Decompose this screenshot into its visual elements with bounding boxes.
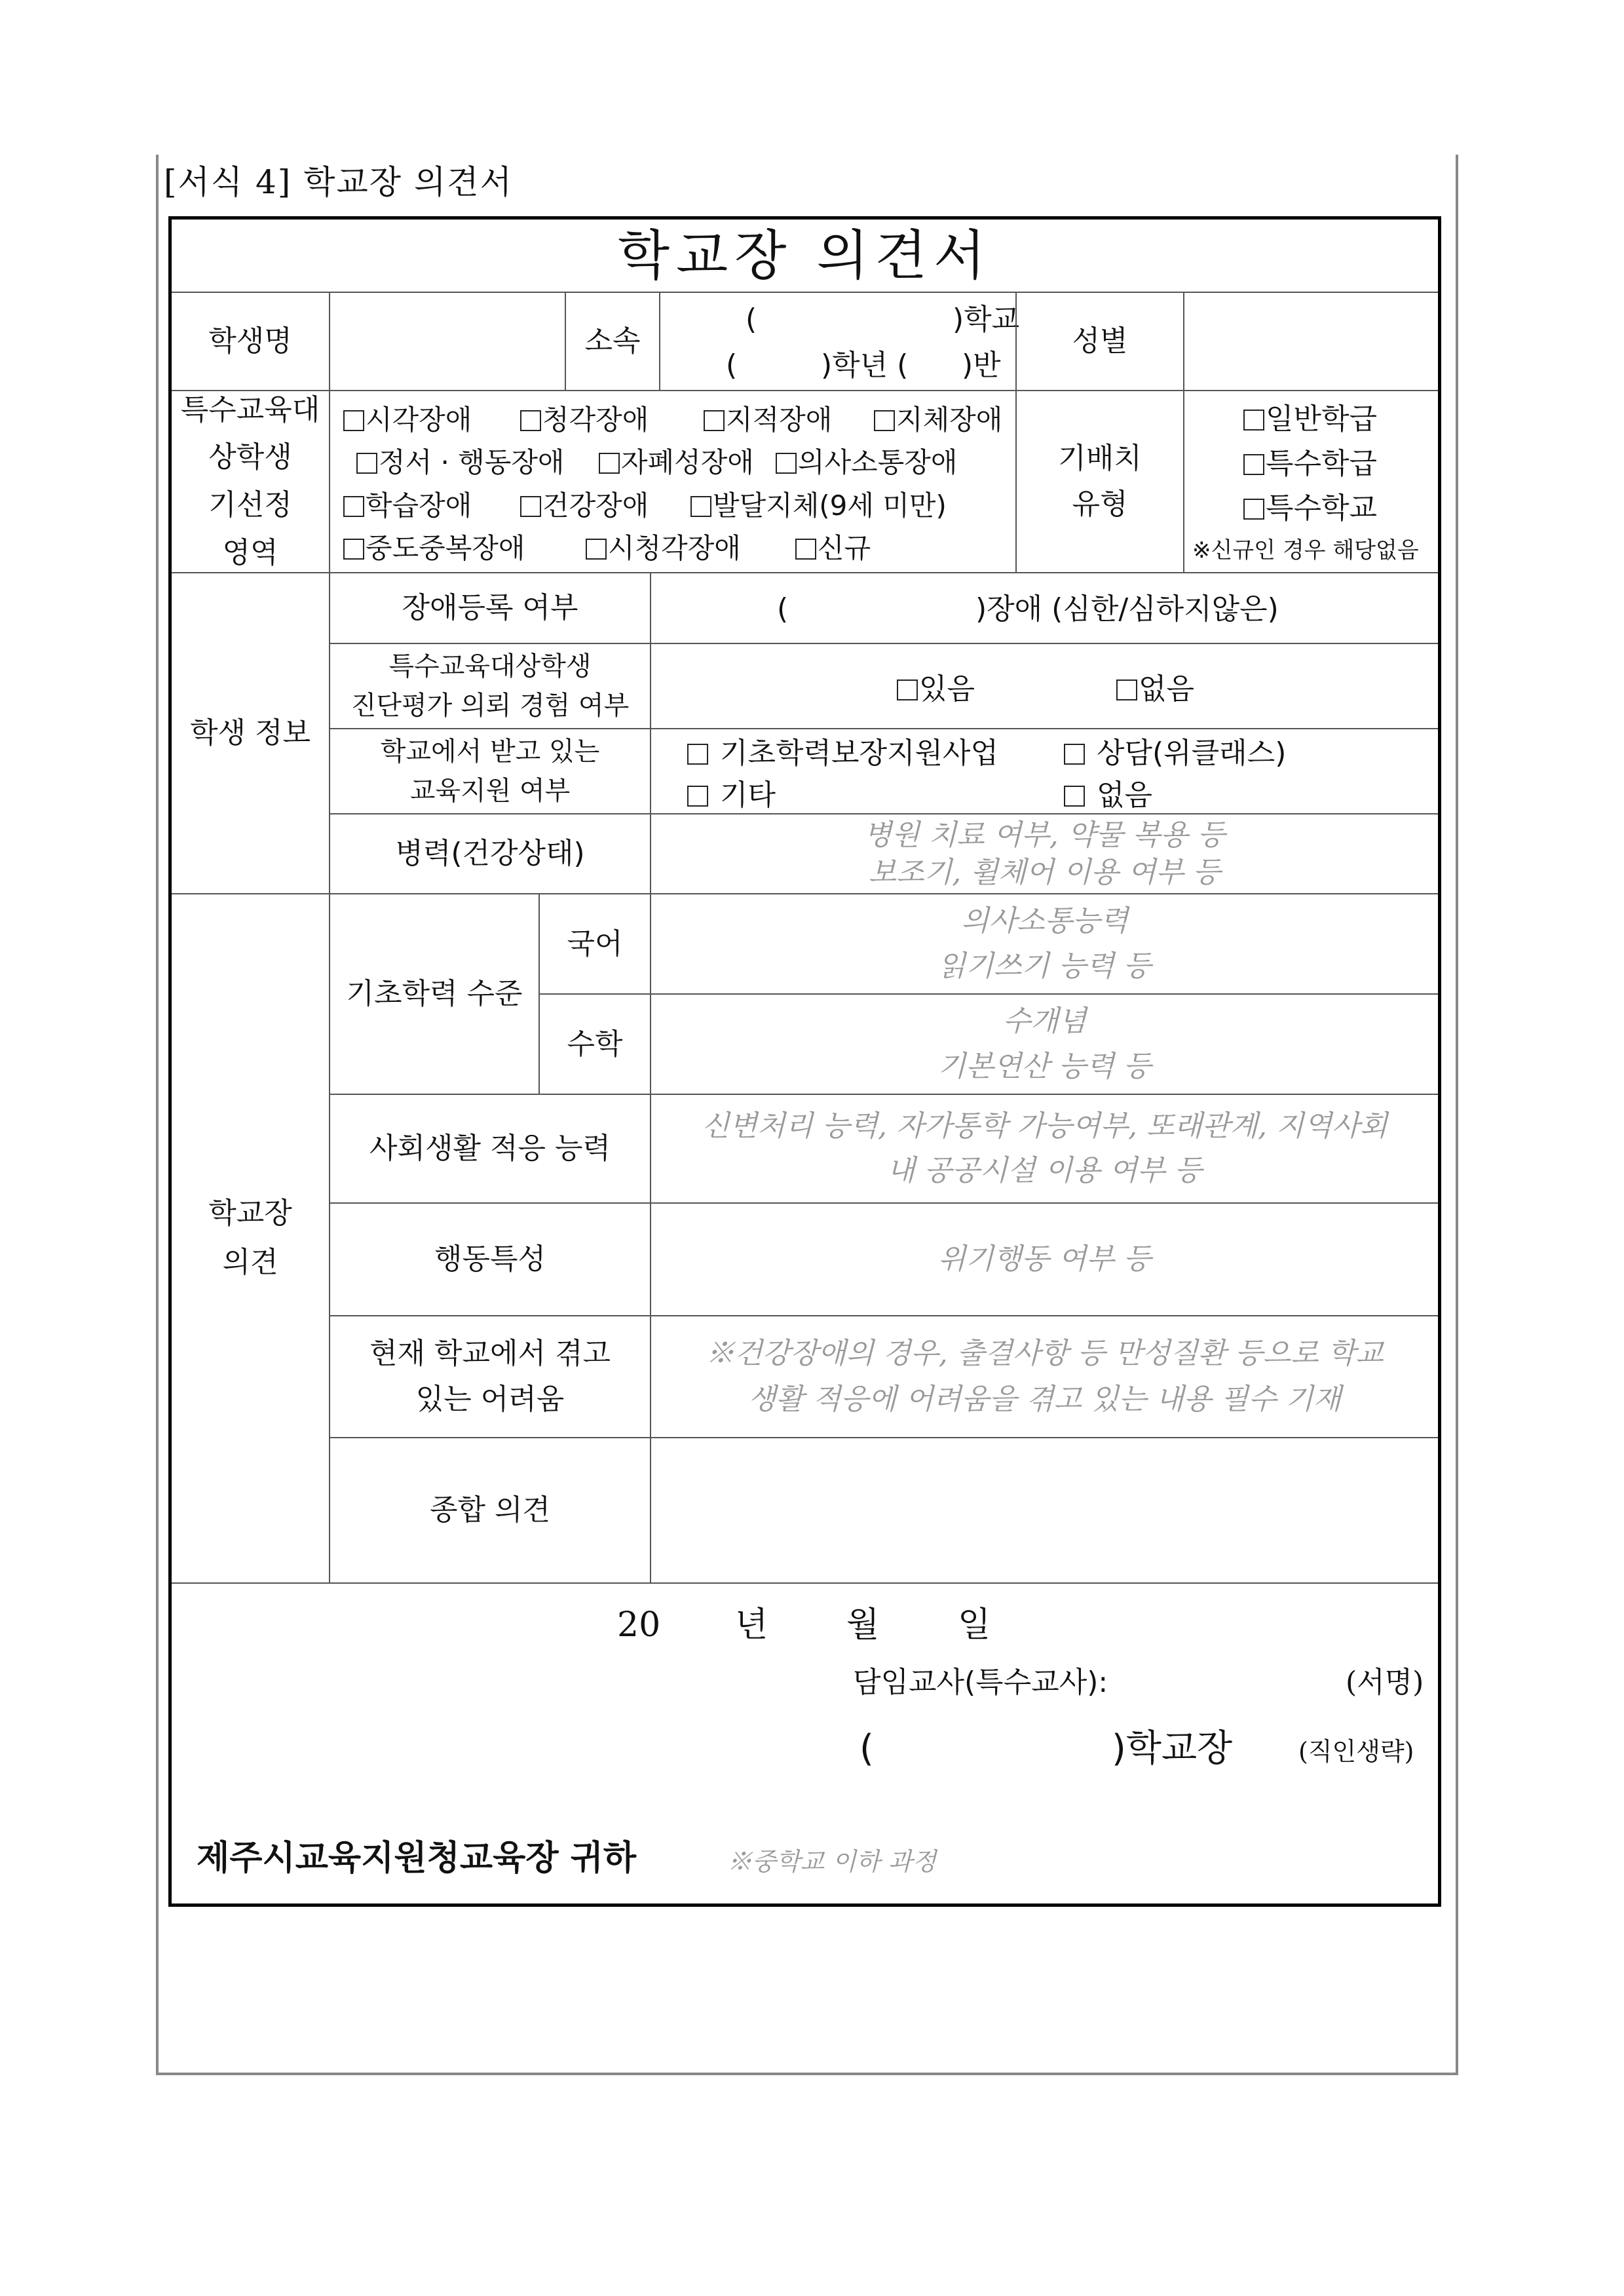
registration-field[interactable] <box>650 572 1438 643</box>
area-label-line2: 상학생 <box>208 440 292 474</box>
affiliation-label: 소속 <box>565 292 659 390</box>
option-none[interactable]: 없음 <box>1064 774 1152 817</box>
checkbox-icon <box>897 679 918 700</box>
page-frame-bottom <box>156 2073 1458 2075</box>
checkbox-icon <box>343 539 364 560</box>
korean-label: 국어 <box>538 893 650 993</box>
math-label: 수학 <box>538 993 650 1094</box>
checkbox-icon <box>1243 410 1264 430</box>
checkbox-icon <box>520 496 541 517</box>
option-new[interactable]: 신규 <box>795 527 871 569</box>
checkbox-icon <box>874 410 895 431</box>
option-learning[interactable]: 학습장애 <box>343 485 472 526</box>
school-paren-open: ( <box>746 303 757 336</box>
option-hearing[interactable]: 청각장애 <box>520 399 649 440</box>
area-label-line4: 영역 <box>222 535 278 569</box>
checkbox-icon <box>343 496 364 517</box>
grade-paren-open: ( <box>726 349 738 382</box>
date-month: 월 <box>846 1605 880 1645</box>
option-communication[interactable]: 의사소통장애 <box>776 442 957 483</box>
date-year: 년 <box>735 1605 768 1645</box>
student-name-label: 학생명 <box>172 292 329 390</box>
support-label: 학교에서 받고 있는 교육지원 여부 <box>329 728 650 813</box>
option-counseling[interactable]: 상담(위클래스) <box>1064 732 1286 775</box>
option-multiple[interactable]: 중도중복장애 <box>343 527 525 569</box>
checkbox-icon <box>1243 454 1264 475</box>
placement-note: ※신규인 경우 해당없음 <box>1192 537 1419 564</box>
evaluation-label: 특수교육대상학생 진단평가 의뢰 경험 여부 <box>329 643 650 728</box>
support-field <box>650 728 1438 813</box>
placement-label-line2: 유형 <box>1072 488 1128 521</box>
checkbox-icon <box>1116 679 1137 700</box>
teacher-label: 담임교사(특수교사): <box>853 1666 1108 1699</box>
checkbox-icon <box>356 453 377 474</box>
option-eval-no[interactable]: 없음 <box>1116 668 1194 711</box>
option-visual[interactable]: 시각장애 <box>343 399 472 440</box>
disability-options <box>329 390 1015 572</box>
special-ed-area-label <box>172 390 329 572</box>
difficulty-label: 현재 학교에서 겪고 있는 어려움 <box>329 1315 650 1437</box>
school-suffix: )학교 <box>953 303 1020 336</box>
evaluation-field <box>650 643 1438 728</box>
addressee-note: ※중학교 이하 과정 <box>727 1847 937 1876</box>
checkbox-icon <box>1064 786 1085 807</box>
summary-field[interactable] <box>650 1437 1438 1582</box>
form-title: 학교장 의견서 <box>617 224 992 287</box>
student-name-field[interactable] <box>329 292 565 390</box>
addressee: 제주시교육지원청교육장 귀하 <box>197 1839 637 1878</box>
behavior-label: 행동특성 <box>329 1202 650 1315</box>
placement-label-line1: 기배치 <box>1058 441 1142 475</box>
checkbox-icon <box>343 410 364 431</box>
page-frame-left <box>156 155 159 2075</box>
placement-label <box>1015 390 1183 572</box>
checkbox-icon <box>776 453 797 474</box>
option-autism[interactable]: 자폐성장애 <box>599 442 754 483</box>
option-eval-yes[interactable]: 있음 <box>897 668 975 711</box>
gender-field[interactable] <box>1183 292 1438 390</box>
health-field[interactable] <box>650 813 1438 893</box>
health-label: 병력(건강상태) <box>329 813 650 893</box>
option-developmental-delay[interactable]: 발달지체(9세 미만) <box>690 485 947 526</box>
checkbox-icon <box>795 539 816 560</box>
health-hint-2: 보조기, 휠체어 이용 여부 등 <box>868 856 1221 889</box>
option-general-class[interactable]: 일반학급 <box>1243 398 1377 441</box>
checkbox-icon <box>687 744 708 765</box>
opinion-form <box>168 216 1441 1907</box>
registration-label: 장애등록 여부 <box>329 572 650 643</box>
principal-label: )학교장 <box>1112 1727 1233 1770</box>
option-special-class[interactable]: 특수학급 <box>1243 442 1377 486</box>
area-label-line3: 기선정 <box>208 488 292 522</box>
form-number-label: [서식 4] 학교장 의견서 <box>164 163 513 201</box>
option-basic-academic[interactable]: 기초학력보장지원사업 <box>687 732 998 775</box>
checkbox-icon <box>520 410 541 431</box>
page-frame-right <box>1456 155 1458 2075</box>
basic-academic-label: 기초학력 수준 <box>329 893 538 1094</box>
option-physical[interactable]: 지체장애 <box>874 399 1002 440</box>
social-adaptation-label: 사회생활 적응 능력 <box>329 1094 650 1202</box>
checkbox-icon <box>599 453 620 474</box>
korean-field[interactable]: 의사소통능력 읽기쓰기 능력 등 <box>650 893 1438 993</box>
registration-value: )장애 (심한/심하지않은) <box>975 592 1279 626</box>
checkbox-icon <box>687 786 708 807</box>
checkbox-icon <box>1243 499 1264 520</box>
student-info-label: 학생 정보 <box>172 572 329 893</box>
principal-opinion-label: 학교장 의견 <box>172 893 329 1582</box>
math-field[interactable]: 수개념 기본연산 능력 등 <box>650 993 1438 1094</box>
gender-label: 성별 <box>1015 292 1183 390</box>
health-hint-1: 병원 치료 여부, 약물 복용 등 <box>863 818 1226 852</box>
class-suffix: )반 <box>962 349 1001 382</box>
seal-omitted: (직인생략) <box>1298 1737 1414 1766</box>
affiliation-field[interactable] <box>659 292 1020 390</box>
checkbox-icon <box>1064 744 1085 765</box>
checkbox-icon <box>704 410 725 431</box>
grade-suffix: )학년 ( <box>821 349 909 382</box>
option-emotional[interactable]: 정서 · 행동장애 <box>356 442 564 483</box>
date-day: 일 <box>958 1605 991 1645</box>
option-special-school[interactable]: 특수학교 <box>1243 487 1377 530</box>
date-year-prefix: 20 <box>617 1605 661 1645</box>
footer-area <box>172 1582 1438 1904</box>
area-label-line1: 특수교육대 <box>180 392 320 427</box>
placement-options <box>1183 390 1438 572</box>
behavior-field[interactable]: 위기행동 여부 등 <box>650 1202 1438 1315</box>
registration-paren-open: ( <box>777 592 789 626</box>
school-name-paren: ( <box>859 1727 874 1770</box>
checkbox-icon <box>690 496 711 517</box>
option-other[interactable]: 기타 <box>687 774 776 817</box>
option-intellectual[interactable]: 지적장애 <box>704 399 832 440</box>
social-adaptation-field[interactable]: 신변처리 능력, 자가통학 가능여부, 또래관계, 지역사회 내 공공시설 이용 여부 등 <box>650 1094 1438 1202</box>
difficulty-field[interactable]: ※건강장애의 경우, 출결사항 등 만성질환 등으로 학교 생활 적응에 어려움을 겪고 있는 내용 필수 기재 <box>650 1315 1438 1437</box>
signature-mark: (서명) <box>1346 1666 1424 1699</box>
option-deafblind[interactable]: 시청각장애 <box>586 527 741 569</box>
option-health[interactable]: 건강장애 <box>520 485 649 526</box>
summary-label: 종합 의견 <box>329 1437 650 1582</box>
checkbox-icon <box>586 539 607 560</box>
